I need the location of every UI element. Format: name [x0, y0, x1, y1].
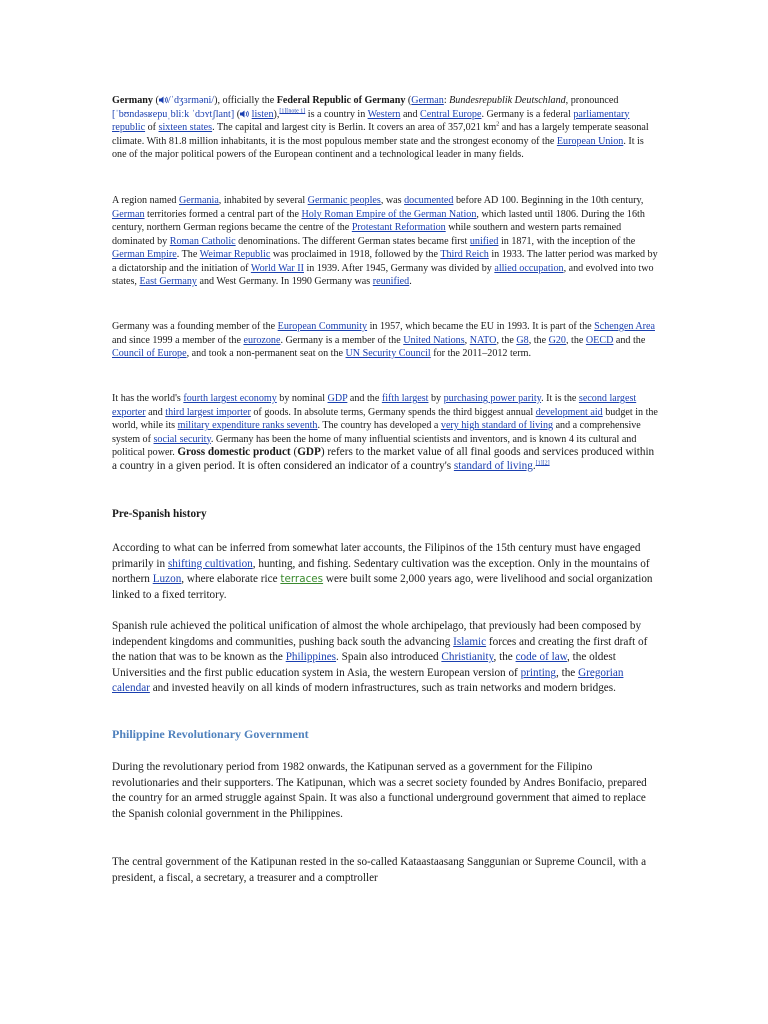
- link-philippines[interactable]: Philippines: [285, 651, 337, 664]
- link-third-reich[interactable]: Third Reich: [440, 249, 489, 260]
- paragraph-germany-history: A region named Germania, inhabited by several Germanic peoples, was documented before AD 100. Beginning in the 10th century, German territories formed a central part of the Holy Roman Empire of the German Nation, which lasted until 1806. During the 16th century, northern German regions became the centre of the Protestant Reformation while southern and western parts remained dominated by Roman Catholic denominations. The different German states became first unified in 1871, with the inception of the German Empire. The Weimar Republic was proclaimed in 1918, followed by the Third Reich in 1933. The latter period was marked by a dictatorship and the initiation of World War II in 1939. After 1945, Germany was divided by allied occupation, and evolved into two states, East Germany and West Germany. In 1990 Germany was reunified.: [112, 195, 658, 287]
- link-german[interactable]: German: [112, 208, 145, 220]
- link-schengen-area[interactable]: Schengen Area: [594, 321, 655, 332]
- paragraph-germany-economy: It has the world's fourth largest economy by nominal GDP and the fifth largest by purchasing power parity. It is the second largest exporter and third largest importer of goods. In absolute terms, Germany spends the third biggest annual development aid budget in the world, while its military expenditure ranks seventh. The country has developed a very high standard of living and a comprehensive system of social security. Germany has been the home of many influential scientists and inventors, and is known 4 its cultural and political power. Gross domestic product (GDP) refers to the market value of all final goods and services produced within a country in a given period. It is often considered an indicator of a country's standard of living.[1][2]: [112, 393, 658, 472]
- paragraph-katipunan-council: The central government of the Katipunan rested in the so-called Kataastaasang Sanggunian or Supreme Council, with a president, a fiscal, a secretary, a treasurer and a comptroller: [112, 856, 647, 884]
- link-oecd[interactable]: OECD: [585, 334, 614, 346]
- link-allied-occupation[interactable]: allied occupation: [494, 262, 564, 274]
- heading-pre-spanish-history: Pre-Spanish history: [112, 508, 207, 520]
- link-second-largest-exporter[interactable]: second largest exporter: [112, 393, 637, 418]
- link-western[interactable]: Western: [367, 108, 401, 120]
- link-third-largest-importer[interactable]: third largest importer: [165, 406, 251, 418]
- term-gross-domestic-product: Gross domestic product: [177, 446, 291, 458]
- paragraph-pre-spanish: According to what can be inferred from somewhat later accounts, the Filipinos of the 15th century must have engaged primarily in shifting cultivation, hunting, and fishing. Sedentary cultivation was the exception. Only in the mountains of northern Luzon, where elaborate rice terraces were built some 2,000 years ago, were livelihood and social organization linked to a fixed territory.: [112, 542, 653, 601]
- link-development-aid[interactable]: development aid: [535, 406, 603, 418]
- term-federal-republic: Federal Republic of Germany: [276, 95, 406, 106]
- link-germanic-peoples[interactable]: Germanic peoples: [307, 195, 381, 206]
- link-german[interactable]: German: [411, 95, 444, 106]
- speaker-icon[interactable]: [159, 95, 168, 103]
- link-shifting-cultivation[interactable]: shifting cultivation: [167, 557, 253, 570]
- link-european-community[interactable]: European Community: [277, 321, 368, 332]
- link-luzon[interactable]: Luzon: [152, 573, 182, 586]
- paragraph-spanish-rule: Spanish rule achieved the political unification of almost the whole archipelago, that previously had been composed by independent kingdoms and communities, pushing back south the advancing Islamic forces and creating the first draft of the nation that was to be known as the Philippines. Spain also introduced Christianity, the code of law, the oldest Universities and the first public education system in Asia, the western European version of printing, the Gregorian calendar and invested heavily on all kinds of modern infrastructures, such as train networks and modern bridges.: [112, 620, 648, 695]
- footnote-link[interactable]: [1][2]: [535, 459, 550, 466]
- link-council-of-europe[interactable]: Council of Europe: [112, 348, 187, 359]
- term-bundesrepublik: Bundesrepublik Deutschland: [449, 95, 566, 106]
- link-holy-roman-empire[interactable]: Holy Roman Empire of the German Nation: [301, 208, 477, 220]
- link-g20[interactable]: G20: [548, 334, 566, 346]
- link-terraces[interactable]: terraces: [280, 573, 324, 586]
- link-european-union[interactable]: European Union: [556, 135, 624, 147]
- link-gdp[interactable]: GDP: [327, 393, 348, 404]
- link-protestant-reformation[interactable]: Protestant Reformation: [351, 222, 446, 233]
- paragraph-katipunan: During the revolutionary period from 1982 onwards, the Katipunan served as a government for the Filipino revolutionaries and their supporters. The Katipunan, which was a secret society founded by Andres Bonifacio, prepared the country for an armed struggle against Spain. It was also a functional underground government that aimed to replace the Spanish colonial government in the Philippines.: [112, 761, 647, 820]
- link-sixteen-states[interactable]: sixteen states: [158, 122, 213, 133]
- link-documented[interactable]: documented: [404, 195, 454, 206]
- link-un-security-council[interactable]: UN Security Council: [345, 348, 431, 359]
- term-gdp: GDP: [297, 446, 321, 458]
- ipa-pronunciation[interactable]: /ˈdʒɜrməni/: [167, 95, 215, 106]
- link-christianity[interactable]: Christianity: [441, 651, 494, 664]
- ipa-pronunciation-german[interactable]: [ˈbʊndəsʁepuˌbliːk ˈdɔʏtʃlant]: [112, 108, 235, 120]
- link-united-nations[interactable]: United Nations: [403, 334, 465, 346]
- link-printing[interactable]: printing: [520, 666, 556, 679]
- link-unified[interactable]: unified: [469, 235, 499, 247]
- link-nato[interactable]: NATO: [469, 334, 497, 346]
- paragraph-germany-intro: Germany ( /ˈdʒɜrməni/), officially the Federal Republic of Germany (German: Bundesrepublik Deutschland, pronounced [ˈbʊndəsʁepuˌbliːk ˈdɔʏtʃlant] ( listen),[1][note 1] is a country in Western and Central Europe. Germany is a federal parliamentary republic of sixteen states. The capital and largest city is Berlin. It covers an area of 357,021 $km^2$ and has a largely temperate seasonal climate. With 81.8 million inhabitants, it is the most populous member state and the strongest economy of the European Union. It is one of the major political powers of the European continent and a technological leader in many fields.: [112, 95, 649, 160]
- link-eurozone[interactable]: eurozone: [243, 334, 281, 346]
- link-social-security[interactable]: social security: [153, 433, 211, 445]
- link-fourth-largest-economy[interactable]: fourth largest economy: [183, 393, 277, 404]
- speaker-icon[interactable]: [240, 109, 249, 117]
- link-gregorian-calendar[interactable]: Gregorian calendar: [112, 666, 624, 695]
- link-code-of-law[interactable]: code of law: [515, 651, 568, 664]
- link-central-europe[interactable]: Central Europe: [420, 108, 482, 120]
- heading-philippine-revolutionary-government: Philippine Revolutionary Government: [112, 727, 309, 741]
- link-germania[interactable]: Germania: [179, 195, 219, 206]
- term-germany: Germany: [112, 95, 153, 106]
- link-standard-of-living-2[interactable]: standard of living: [453, 459, 533, 472]
- link-purchasing-power-parity[interactable]: purchasing power parity: [443, 393, 542, 404]
- link-fifth-largest[interactable]: fifth largest: [381, 393, 429, 404]
- link-islamic[interactable]: Islamic: [453, 635, 487, 648]
- link-german-empire[interactable]: German Empire: [112, 249, 177, 260]
- paragraph-germany-memberships: Germany was a founding member of the European Community in 1957, which became the EU in 1993. It is part of the Schengen Area and since 1999 a member of the eurozone. Germany is a member of the United Nations, NATO, the G8, the G20, the OECD and the Council of Europe, and took a non-permanent seat on the UN Security Council for the 2011–2012 term.: [112, 321, 655, 359]
- link-weimar-republic[interactable]: Weimar Republic: [199, 249, 271, 260]
- link-standard-of-living[interactable]: very high standard of living: [440, 420, 554, 431]
- link-g8[interactable]: G8: [516, 334, 529, 346]
- link-military-expenditure[interactable]: military expenditure ranks seventh: [177, 420, 318, 431]
- footnote-link[interactable]: [1][note 1]: [279, 108, 306, 115]
- link-parliamentary-republic[interactable]: parliamentary republic: [112, 108, 630, 133]
- link-reunified[interactable]: reunified: [372, 276, 410, 287]
- link-east-germany[interactable]: East Germany: [139, 276, 197, 287]
- link-listen[interactable]: listen: [251, 108, 274, 120]
- link-roman-catholic[interactable]: Roman Catholic: [169, 235, 236, 247]
- link-world-war-ii[interactable]: World War II: [250, 262, 304, 274]
